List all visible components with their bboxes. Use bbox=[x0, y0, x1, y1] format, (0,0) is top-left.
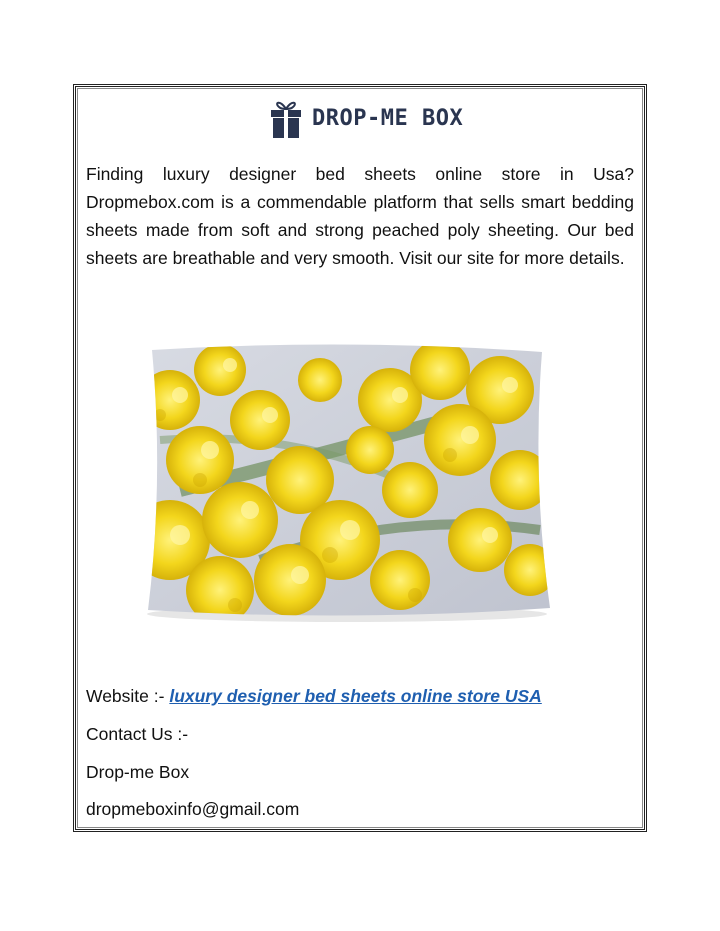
contact-email[interactable]: dropmeboxinfo@gmail.com bbox=[86, 799, 300, 819]
gift-box-icon bbox=[270, 97, 302, 139]
website-line bbox=[86, 686, 542, 707]
brand-name: DROP-ME BOX bbox=[312, 105, 464, 131]
description-text: Finding luxury designer bed sheets online store in Usa? Dropmebox.com is a commendable platform that sells smart bedding sheets made from soft and strong peached poly sheeting. Our bed sheets are breathable and very smooth. Visit our site for more details. bbox=[86, 164, 634, 268]
product-image bbox=[140, 340, 554, 622]
website-link[interactable]: luxury designer bed sheets online store USA bbox=[169, 686, 542, 706]
contact-label: Contact Us :- bbox=[86, 724, 189, 744]
company-name: Drop-me Box bbox=[86, 762, 190, 782]
brand-logo bbox=[270, 96, 463, 140]
website-label: Website :- bbox=[86, 686, 170, 706]
